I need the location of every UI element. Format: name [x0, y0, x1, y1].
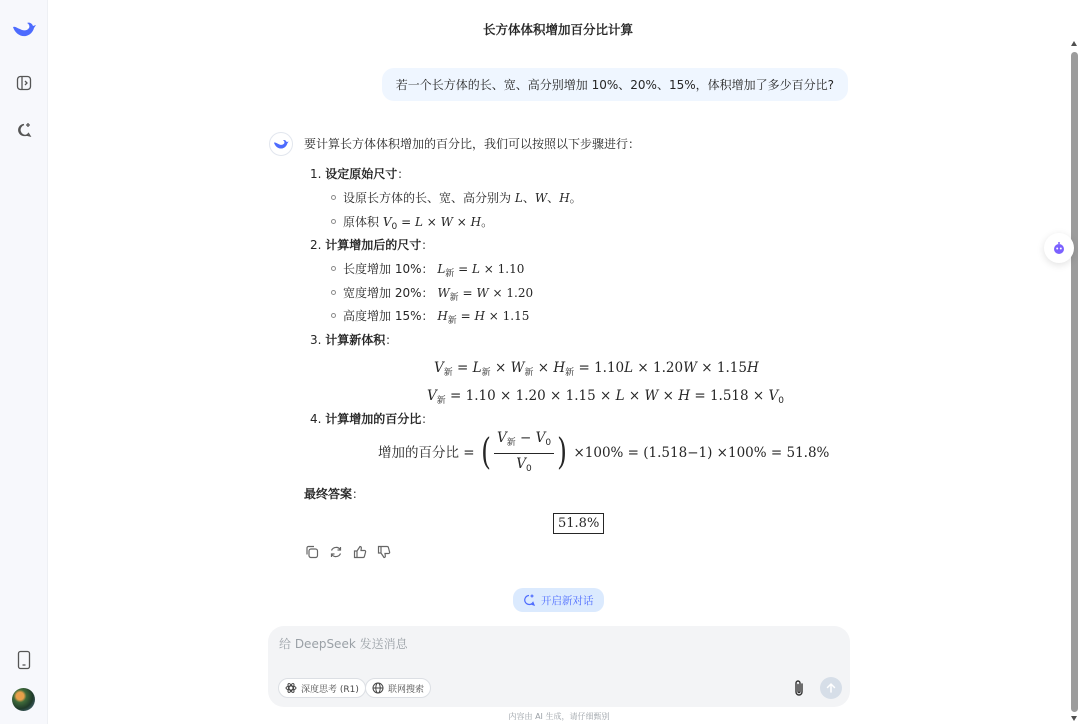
page-title: 长方体体积增加百分比计算: [482, 22, 633, 37]
scrollbar-thumb[interactable]: [1071, 52, 1078, 712]
phone-icon[interactable]: [11, 647, 37, 673]
equation-percent-increase: 增加的百分比 = ( $\frac{V_新 - V_0}{V_0}$ ) × 100% = ( 1.518 − 1 ) × 100% = 51.8%: [378, 429, 830, 474]
deep-think-toggle[interactable]: [278, 678, 366, 698]
copy-icon[interactable]: [304, 544, 319, 559]
sidebar: [0, 0, 48, 724]
scroll-up-arrow-icon[interactable]: [1071, 41, 1077, 46]
step-1-bullet-1: 设原长方体的长、宽、高分别为 L、W、H。: [331, 190, 582, 206]
message-actions: [304, 544, 391, 559]
floating-assistant-button[interactable]: [1044, 233, 1074, 263]
regenerate-icon[interactable]: [328, 544, 343, 559]
step-2-bullet-3: 高度增加 15%： $H_新 = H \times 1.15$: [331, 308, 529, 329]
deep-think-icon: [285, 682, 297, 694]
message-input[interactable]: [279, 634, 799, 654]
new-chat-button[interactable]: [513, 588, 604, 612]
thumbs-down-icon[interactable]: [376, 544, 391, 559]
new-chat-label: 开启新对话: [541, 594, 594, 607]
send-button[interactable]: [820, 677, 842, 699]
step-1-bullet-2: 原体积 $V_0 = L \times W \times H$。: [331, 214, 493, 235]
step-2-bullet-2: 宽度增加 20%： $W_新 = W \times 1.20$: [331, 285, 533, 306]
sidebar-toggle-icon[interactable]: [11, 70, 37, 96]
final-answer-label: 最终答案：: [304, 487, 365, 501]
robot-icon: [1051, 240, 1067, 256]
scroll-down-arrow-icon[interactable]: [1071, 716, 1077, 721]
ai-disclaimer: 内容由 AI 生成，请仔细甄别: [508, 712, 610, 721]
paperclip-icon[interactable]: [790, 678, 808, 698]
step-1: 1. 设定原始尺寸：: [310, 167, 410, 181]
intro-text: 要计算长方体体积增加的百分比，我们可以按照以下步骤进行：: [304, 137, 641, 151]
thumbs-up-icon[interactable]: [352, 544, 367, 559]
avatar[interactable]: [12, 688, 35, 711]
deepseek-logo-icon: [272, 137, 290, 151]
deep-think-label: 深度思考 (R1): [301, 684, 359, 695]
deepseek-logo-icon[interactable]: [11, 16, 37, 42]
step-3: 3. 计算新体积：: [310, 333, 398, 347]
equation-new-volume-2: $V_新 = 1.10 \times 1.20 \times 1.15 \times L \times W \times H = 1.518 \times V_0$: [427, 388, 784, 406]
step-2-bullet-1: 长度增加 10%： $L_新 = L \times 1.10$: [331, 261, 524, 282]
final-answer-box: 51.8%: [553, 515, 604, 532]
equation-new-volume-1: $V_新 = L_新 \times W_新 \times H_新 = 1.10L \times 1.20W \times 1.15H$: [434, 360, 759, 378]
step-2: 2. 计算增加后的尺寸：: [310, 238, 434, 252]
new-chat-icon: [523, 594, 535, 606]
assistant-avatar: [269, 132, 293, 156]
globe-icon: [372, 682, 384, 694]
send-arrow-icon: [825, 682, 837, 694]
step-4: 4. 计算增加的百分比：: [310, 412, 434, 426]
web-search-label: 联网搜索: [388, 684, 425, 695]
message-composer: [268, 626, 850, 707]
web-search-toggle[interactable]: [365, 678, 431, 698]
new-chat-icon[interactable]: [11, 117, 37, 143]
user-message: 若一个长方体的长、宽、高分别增加 10%、20%、15%，体积增加了多少百分比?: [382, 68, 848, 101]
